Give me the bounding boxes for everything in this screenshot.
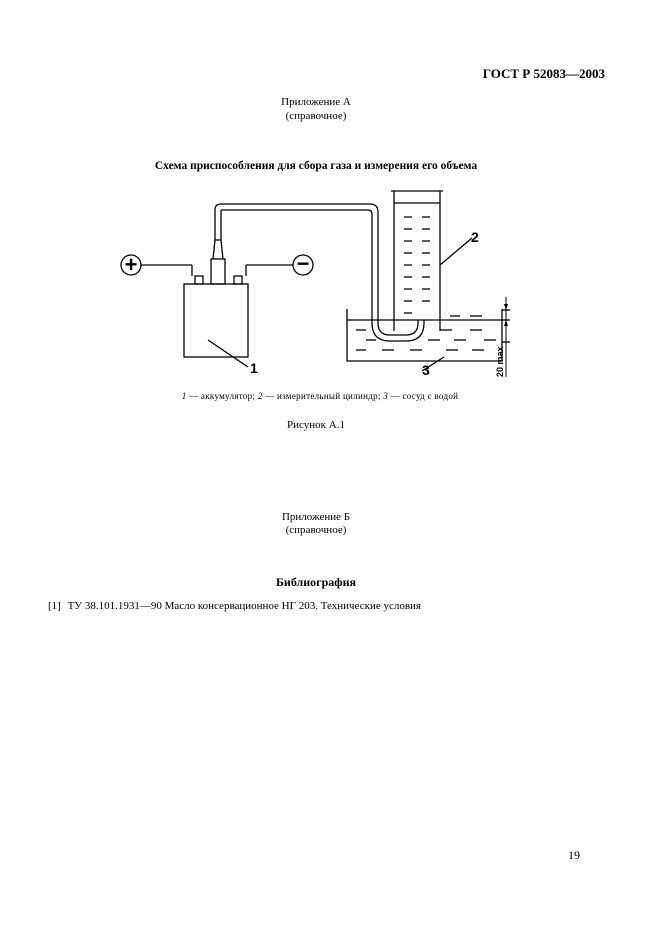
label-2: 2 <box>471 229 479 245</box>
label-3: 3 <box>422 362 430 378</box>
appendix-b-note: (справочное) <box>285 524 347 536</box>
figure-caption: Рисунок А.1 <box>287 419 345 431</box>
water-dashes <box>356 316 496 350</box>
appendix-a-title: Схема приспособления для сбора газа и измерения его объема <box>154 160 478 172</box>
plus-sign: + <box>124 252 138 277</box>
water-vessel <box>347 309 502 361</box>
legend-n1: 1 <box>181 391 187 401</box>
gas-collection-diagram <box>110 185 530 385</box>
legend-n2: 2 <box>257 391 263 401</box>
legend-n3: 3 <box>383 391 389 401</box>
bibliography-text: ТУ 38.101.1931—90 Масло консервационное НГ 203. Технические условия <box>67 600 421 612</box>
figure-legend <box>0 391 640 401</box>
tube-connector <box>211 259 225 284</box>
battery-terminal-plus <box>195 276 203 284</box>
battery-terminal-minus <box>234 276 242 284</box>
leader-1 <box>208 340 248 367</box>
bibliography-ref: [1] <box>48 600 61 612</box>
bibliography-title: Библиография <box>275 575 357 589</box>
label-1: 1 <box>250 360 258 376</box>
tube-nozzle <box>213 240 223 259</box>
appendix-b-label: Приложение Б <box>281 511 351 523</box>
dimension-label: 20 max <box>495 346 505 377</box>
leader-2 <box>440 238 472 265</box>
appendix-a-label: Приложение А <box>281 96 351 108</box>
bibliography-entry <box>48 600 425 612</box>
page-number: 19 <box>568 848 580 862</box>
appendix-a-note: (справочное) <box>285 110 347 122</box>
legend-t2: — измерительный цилиндр; <box>262 391 384 401</box>
minus-sign: − <box>296 251 310 276</box>
measuring-cylinder <box>394 191 440 331</box>
legend-t1: — аккумулятор; <box>186 391 258 401</box>
legend-t3: — сосуд с водой <box>388 391 459 401</box>
cylinder-scale <box>404 217 430 313</box>
standard-code: ГОСТ Р 52083—2003 <box>482 66 605 81</box>
